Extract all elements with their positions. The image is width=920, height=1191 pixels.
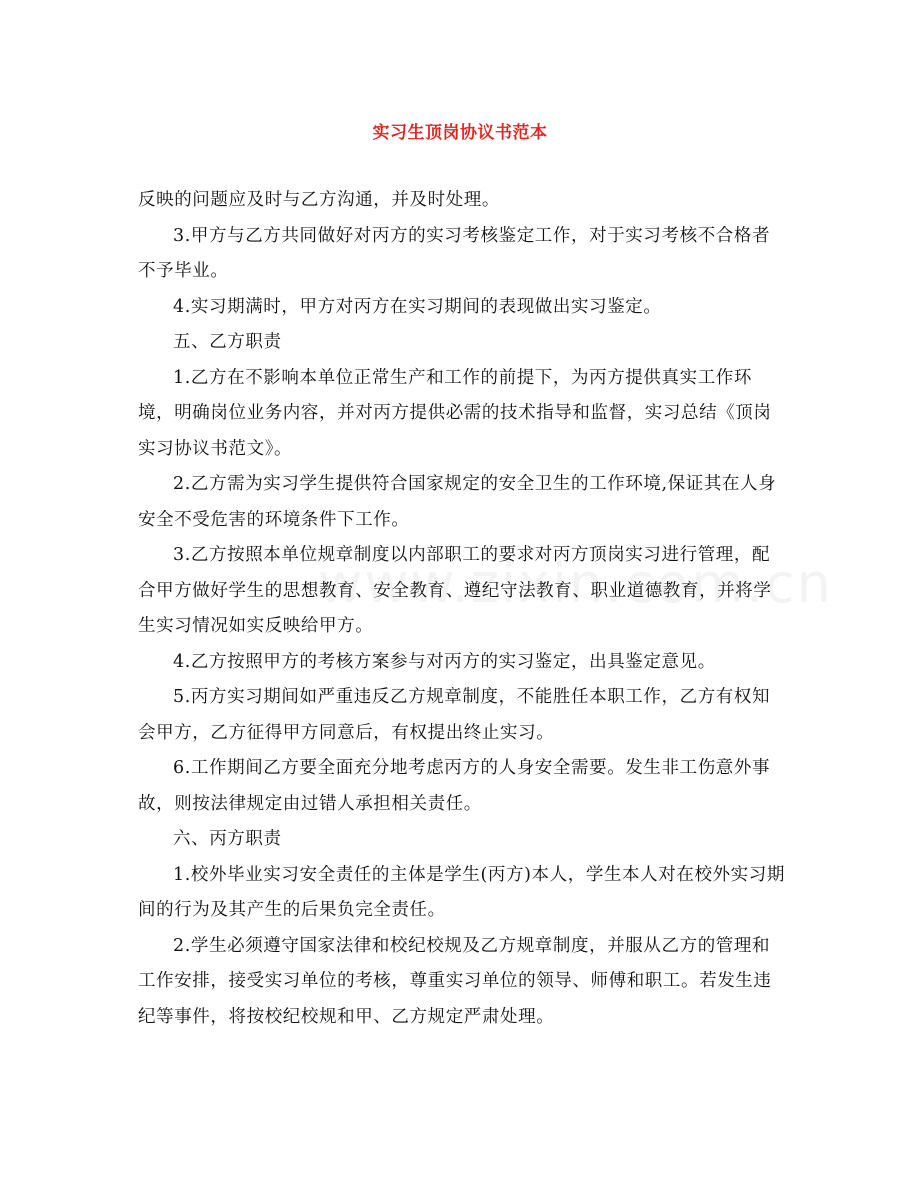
paragraph-clause: 1.乙方在不影响本单位正常生产和工作的前提下，为丙方提供真实工作环境，明确岗位业务内容，并对丙方提供必需的技术指导和监督，实习总结《顶岗实习协议书范文》。 — [138, 367, 772, 459]
document-title: 实习生顶岗协议书范本 — [372, 123, 548, 143]
paragraph-clause: 1.校外毕业实习安全责任的主体是学生(丙方)本人，学生本人对在校外实习期间的行为及其产生的后果负完全责任。 — [138, 864, 785, 920]
paragraph-clause: 4.乙方按照甲方的考核方案参与对丙方的实习鉴定，出具鉴定意见。 — [173, 651, 716, 672]
paragraph-clause: 5.丙方实习期间如严重违反乙方规章制度，不能胜任本职工作，乙方有权知会甲方，乙方征得甲方同意后，有权提出终止实习。 — [138, 687, 771, 743]
paragraph-clause: 3.乙方按照本单位规章制度以内部职工的要求对丙方顶岗实习进行管理，配合甲方做好学生的思想教育、安全教育、遵纪守法教育、职业道德教育，并将学生实习情况如实反映给甲方。 — [138, 545, 772, 636]
paragraph-clause: 6.工作期间乙方要全面充分地考虑丙方的人身安全需要。发生非工伤意外事故，则按法律规定由过错人承担相关责任。 — [138, 758, 771, 814]
paragraph-continuation: 反映的问题应及时与乙方沟通，并及时处理。 — [138, 190, 500, 210]
paragraph-clause: 3.甲方与乙方共同做好对丙方的实习考核鉴定工作，对于实习考核不合格者不予毕业。 — [138, 225, 771, 281]
section-heading-party-b: 五、乙方职责 — [173, 332, 282, 352]
paragraph-clause: 2.学生必须遵守国家法律和校纪校规及乙方规章制度，并服从乙方的管理和工作安排，接受实习单位的考核，尊重实习单位的领导、师傅和职工。若发生违纪等事件，将按校纪校规和甲、乙方规定严肃处理。 — [138, 935, 772, 1027]
document-body — [138, 183, 786, 1035]
paragraph-clause: 4.实习期满时，甲方对丙方在实习期间的表现做出实习鉴定。 — [173, 296, 662, 317]
paragraph-clause: 2.乙方需为实习学生提供符合国家规定的安全卫生的工作环境,保证其在人身安全不受危害的环境条件下工作。 — [138, 474, 777, 530]
section-heading-party-c: 六、丙方职责 — [173, 829, 282, 849]
